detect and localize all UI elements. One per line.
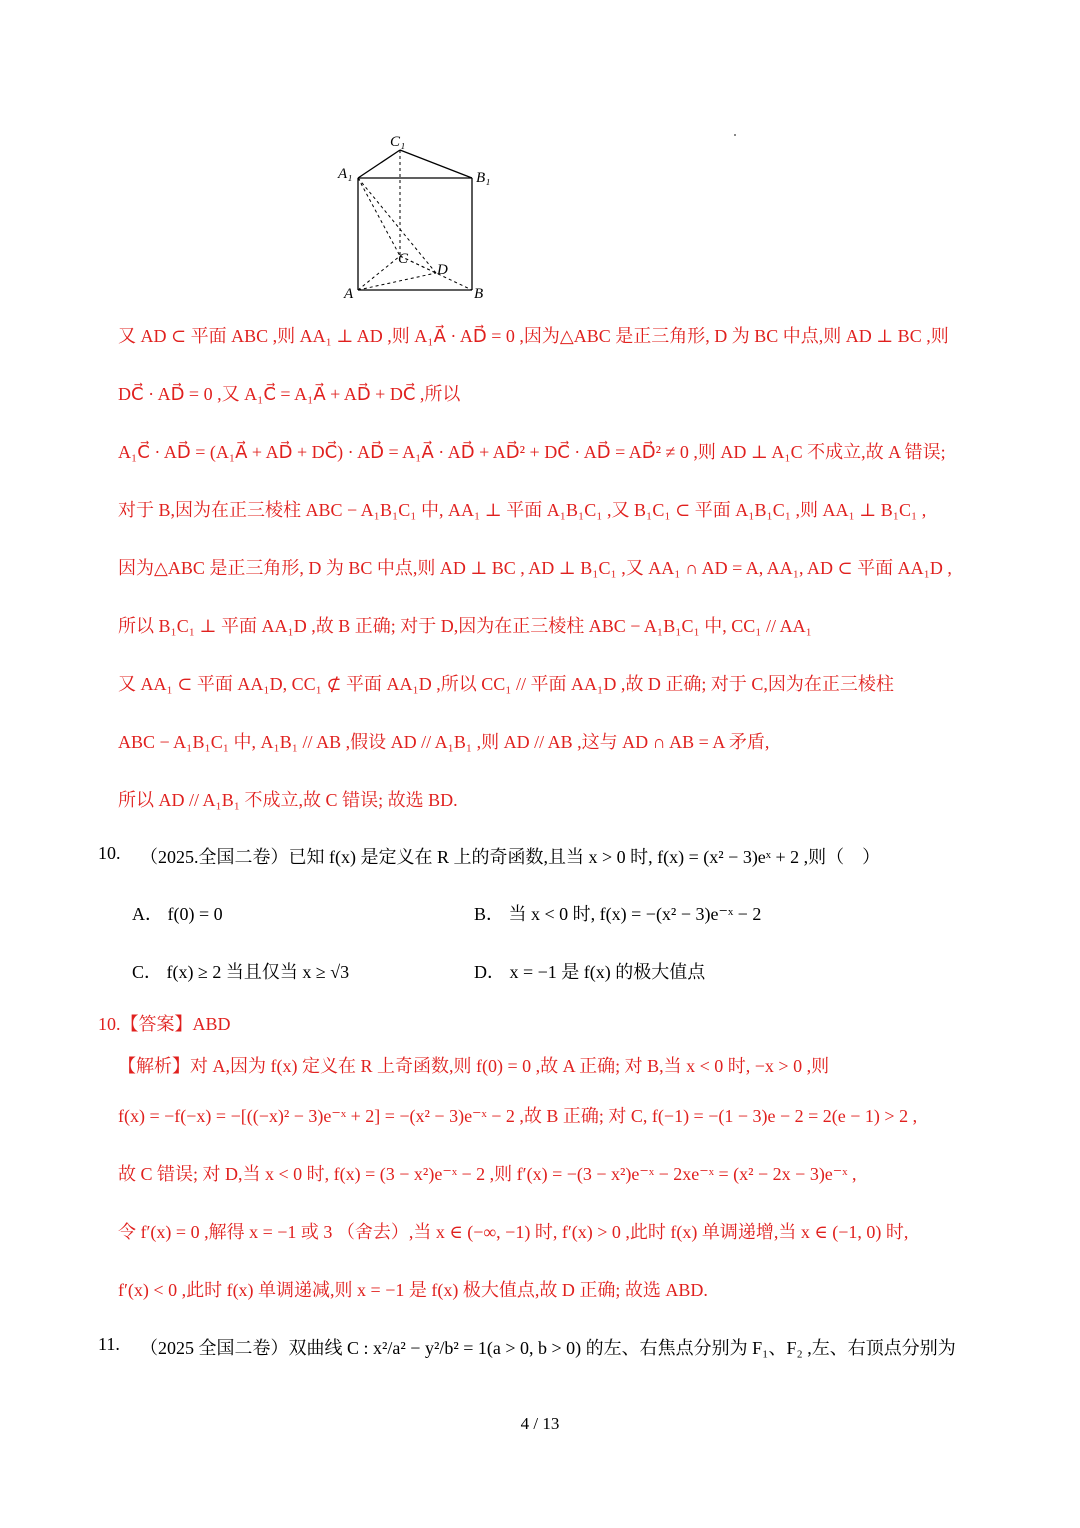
- label-c: C: [398, 251, 409, 267]
- prism-figure: [330, 128, 510, 308]
- q10-stem: （2025.全国二卷）已知 f(x) 是定义在 R 上的奇函数,且当 x > 0 时, f(x) = (x² − 3)eˣ + 2 ,则（ ）: [140, 847, 881, 867]
- q10-analysis-line-1: 【解析】对 A,因为 f(x) 定义在 R 上奇函数,则 f(0) = 0 ,故 A 正确; 对 B,当 x < 0 时, −x > 0 ,则: [118, 1056, 830, 1076]
- label-b1: B₁: [476, 170, 491, 186]
- q10-option-a: A． f(0) = 0: [132, 904, 223, 924]
- solution9-line-8: ABC − A₁B₁C₁ 中, A₁B₁ // AB ,假设 AD // A₁B₁ ,则 AD // AB ,这与 AD ∩ AB = A 矛盾,: [118, 732, 770, 752]
- q10-analysis-line-2: f(x) = −f(−x) = −[((−x)² − 3)e⁻ˣ + 2] = −(x² − 3)e⁻ˣ − 2 ,故 B 正确; 对 C, f(−1) = −(1 − 3)e − 2 = 2(e − 1) > 2 ,: [118, 1106, 918, 1126]
- label-a1: A₁: [338, 166, 353, 182]
- label-b: B: [474, 286, 484, 302]
- solution9-line-2: DC⃗ · AD⃗ = 0 ,又 A₁C⃗ = A₁A⃗ + AD⃗ + DC⃗ ,所以: [118, 384, 461, 404]
- q10-analysis-line-5: f′(x) < 0 ,此时 f(x) 单调递减,则 x = −1 是 f(x) 极大值点,故 D 正确; 故选 ABD.: [118, 1280, 708, 1300]
- q10-option-b: B． 当 x < 0 时, f(x) = −(x² − 3)e⁻ˣ − 2: [474, 904, 762, 924]
- q10-analysis-line-4: 令 f′(x) = 0 ,解得 x = −1 或 3 （舍去）,当 x ∈ (−∞, −1) 时, f′(x) > 0 ,此时 f(x) 单调递增,当 x ∈ (−1, 0) 时,: [118, 1222, 909, 1242]
- q11-stem: （2025 全国二卷）双曲线 C : x²/a² − y²/b² = 1(a > 0, b > 0) 的左、右焦点分别为 F₁、F₂ ,左、右顶点分别为: [140, 1338, 956, 1358]
- solution9-line-6: 所以 B₁C₁ ⊥ 平面 AA₁D ,故 B 正确; 对于 D,因为在正三棱柱 ABC − A₁B₁C₁ 中, CC₁ // AA₁: [118, 616, 812, 636]
- label-c1: C₁: [390, 134, 406, 150]
- q10-answer: 10.【答案】ABD: [98, 1014, 231, 1034]
- solution9-line-4: 对于 B,因为在正三棱柱 ABC − A₁B₁C₁ 中, AA₁ ⊥ 平面 A₁B₁C₁ ,又 B₁C₁ ⊂ 平面 A₁B₁C₁ ,则 AA₁ ⊥ B₁C₁ ,: [118, 500, 927, 520]
- solution9-line-7: 又 AA₁ ⊂ 平面 AA₁D, CC₁ ⊄ 平面 AA₁D ,所以 CC₁ // 平面 AA₁D ,故 D 正确; 对于 C,因为在正三棱柱: [118, 674, 894, 694]
- page-number: 4 / 13: [520, 1414, 560, 1433]
- solution9-line-3: A₁C⃗ · AD⃗ = (A₁A⃗ + AD⃗ + DC⃗) · AD⃗ = A₁A⃗ · AD⃗ + AD⃗² + DC⃗ · AD⃗ = AD⃗² ≠ 0 ,则 AD ⊥ A₁C 不成立,故 A 错误;: [118, 442, 946, 462]
- q10-number: 10.: [98, 843, 121, 863]
- label-a: A: [344, 286, 354, 302]
- solution9-line-1: 又 AD ⊂ 平面 ABC ,则 AA₁ ⊥ AD ,则 A₁A⃗ · AD⃗ = 0 ,因为△ABC 是正三角形, D 为 BC 中点,则 AD ⊥ BC ,则: [118, 326, 949, 346]
- solution9-line-9: 所以 AD // A₁B₁ 不成立,故 C 错误; 故选 BD.: [118, 790, 458, 810]
- q10-analysis-line-3: 故 C 错误; 对 D,当 x < 0 时, f(x) = (3 − x²)e⁻ˣ − 2 ,则 f′(x) = −(3 − x²)e⁻ˣ − 2xe⁻ˣ = (x² − 2x − 3)e⁻ˣ ,: [118, 1164, 857, 1184]
- stray-dot: [734, 134, 736, 136]
- q10-option-c: C． f(x) ≥ 2 当且仅当 x ≥ √3: [132, 962, 350, 982]
- q10-option-d: D． x = −1 是 f(x) 的极大值点: [474, 962, 706, 982]
- q11-number: 11.: [98, 1334, 120, 1354]
- label-d: D: [437, 262, 448, 278]
- solution9-line-5: 因为△ABC 是正三角形, D 为 BC 中点,则 AD ⊥ BC , AD ⊥ B₁C₁ ,又 AA₁ ∩ AD = A, AA₁, AD ⊂ 平面 AA₁D ,: [118, 558, 952, 578]
